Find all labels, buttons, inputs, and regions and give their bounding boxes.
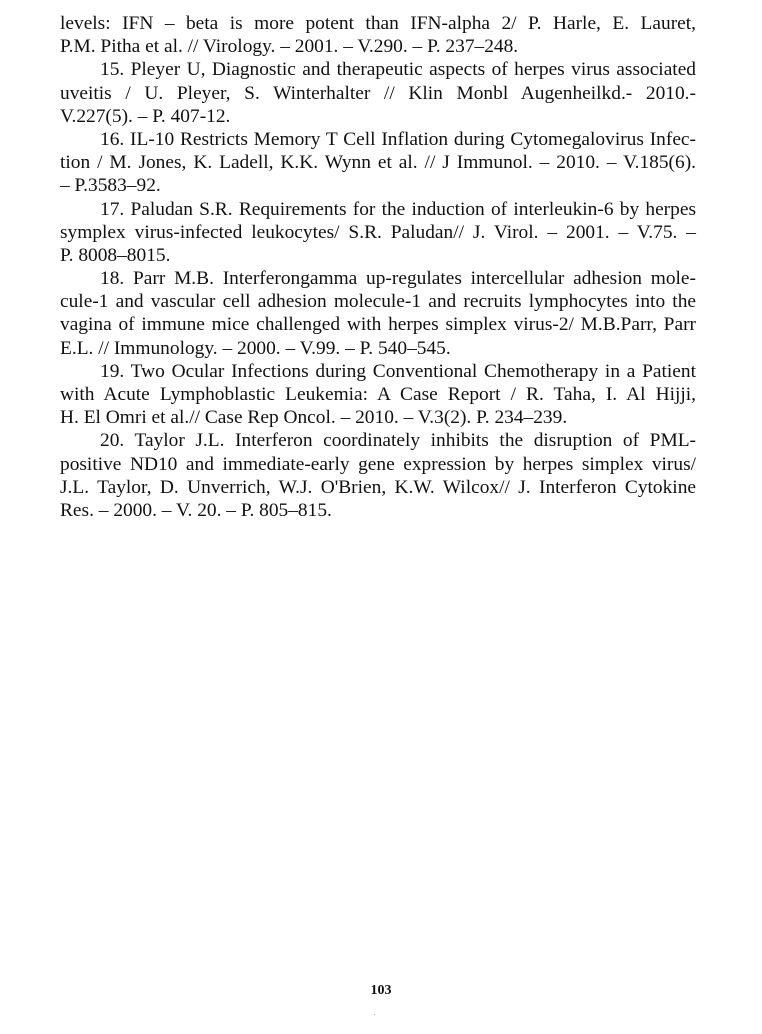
reference-line: J.L. Taylor, D. Unverrich, W.J. O'Brien, K.W. Wilcox// J. Interferon Cytokine [60, 476, 696, 498]
reference-line: vagina of immune mice challenged with herpes simplex virus-2/ M.B.Parr, Parr [60, 314, 696, 336]
reference-item-14-continued [60, 12, 696, 58]
reference-item-20 [60, 429, 696, 522]
reference-line: levels: IFN – beta is more potent than IFN-alpha 2/ P. Harle, E. Lauret, [60, 13, 696, 34]
reference-item-17 [60, 198, 696, 268]
reference-item-18 [60, 267, 696, 360]
reference-line: with Acute Lymphoblastic Leukemia: A Case Report / R. Taha, I. Al Hijji, [60, 384, 696, 405]
reference-line: 20. Taylor J.L. Interferon coordinately inhibits the disruption of PML- [100, 430, 696, 452]
reference-line: 15. Pleyer U, Diagnostic and therapeutic aspects of herpes virus associated [100, 59, 696, 81]
reference-line: tion / M. Jones, K. Ladell, K.K. Wynn et al. // J Immunol. – 2010. – V.185(6). [60, 152, 696, 174]
reference-item-19 [60, 360, 696, 430]
reference-line: H. El Omri et al.// Case Rep Oncol. – 2010. – V.3(2). P. 234–239. [60, 407, 568, 429]
reference-line: 16. IL-10 Restricts Memory T Cell Inflation during Cytomegalovirus Infec- [100, 128, 696, 150]
reference-line: – P.3583–92. [60, 175, 161, 197]
reference-line: P. 8008–8015. [60, 244, 171, 266]
reference-line: Res. – 2000. – V. 20. – P. 805–815. [60, 499, 332, 521]
reference-item-15 [60, 58, 696, 128]
reference-line: 19. Two Ocular Infections during Conventional Chemotherapy in a Patient [100, 360, 696, 382]
reference-line: P.M. Pitha et al. // Virology. – 2001. – V.290. – P. 237–248. [60, 36, 519, 58]
reference-line: symplex virus-infected leukocytes/ S.R. Paludan// J. Virol. – 2001. – V.75. – [60, 221, 696, 243]
reference-line: 17. Paludan S.R. Requirements for the induction of interleukin-6 by herpes [100, 198, 696, 220]
reference-line: 18. Parr M.B. Interferongamma up-regulates intercellular adhesion mole- [100, 268, 696, 290]
scan-speck [374, 1014, 375, 1015]
reference-line: positive ND10 and immediate-early gene expression by herpes simplex virus/ [60, 453, 696, 475]
reference-line: E.L. // Immunology. – 2000. – V.99. – P. 540–545. [60, 337, 451, 359]
reference-item-16 [60, 128, 696, 198]
reference-line: uveitis / U. Pleyer, S. Winterhalter // Klin Monbl Augenheilkd.- 2010.- [60, 82, 696, 104]
reference-line: cule-1 and vascular cell adhesion molecule-1 and recruits lymphocytes into the [60, 291, 696, 313]
page-number: 103 [370, 983, 392, 998]
reference-line: V.227(5). – P. 407-12. [60, 105, 231, 127]
reference-list [60, 12, 696, 522]
